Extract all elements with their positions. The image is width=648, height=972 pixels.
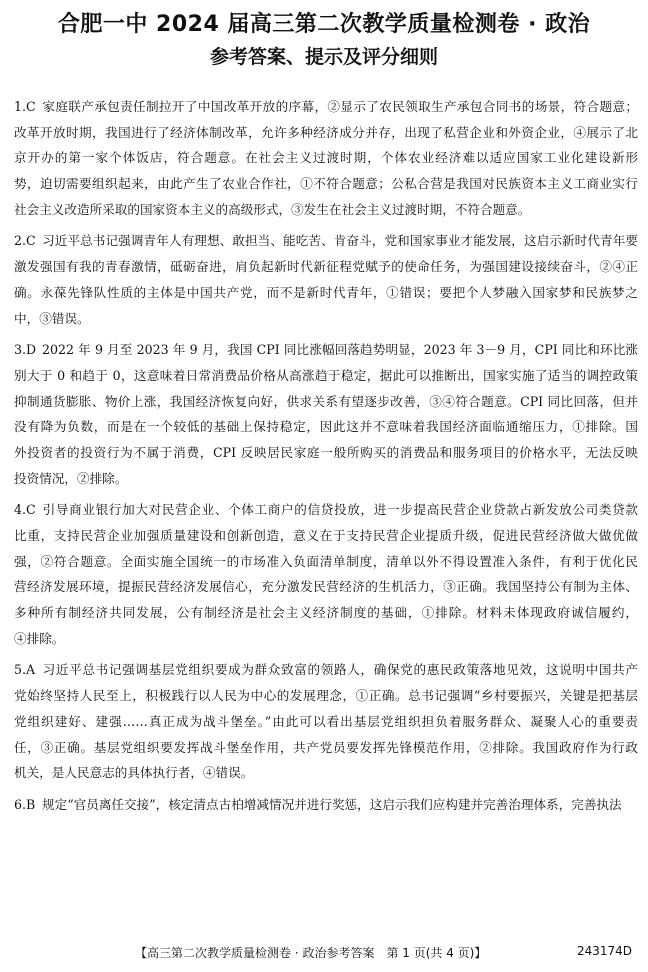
answer-text: 确。永葆先锋队性质的主体是中国共产党，而不是新时代青年，①错误；要把个人梦融入国家梦和民族梦之 [14,284,638,300]
answer-text: 京开办的第一家个体饭店，符合题意。在社会主义过渡时期，个体农业经济难以适应国家工业化建设新形 [14,150,638,166]
answer-item [14,337,638,491]
question-number: 3.D [14,342,37,358]
answer-text: 中，③错误。 [14,310,90,326]
answer-line [14,363,638,389]
answer-text: 外投资者的投资行为不属于消费，CPI 反映居民家庭一般所购买的消费品和服务项目的价格水平，无法反映 [14,444,638,460]
answer-line [14,657,638,683]
answer-text: 规定“官员离任交接”，核定清点古柏增减情况并进行奖惩，这启示我们应构建并完善治理体系，完善执法 [42,796,622,812]
answer-line [14,337,638,363]
page-subtitle: 参考答案、提示及评分细则 [209,46,438,68]
question-number: 1.C [14,99,36,114]
answer-line [14,735,638,761]
answer-line [14,254,638,280]
answer-line [14,145,638,171]
answer-line [14,197,638,223]
answer-line [14,120,638,146]
answer-text: ④排除。 [14,630,65,646]
answer-line [14,523,638,549]
answer-text: 习近平总书记强调青年人有理想、敢担当、能吃苦、肯奋斗，党和国家事业才能发展，这启示新时代青年要 [42,233,638,249]
answer-text: 家庭联产承包责任制拉开了中国改革开放的序幕，②显示了农民领取生产承包合同书的场景，符合题意； [42,99,638,114]
answer-text: 比重，支持民营企业加强质量建设和创新创造，意义在于支持民营企业提质升级，促进民营经济做大做优做 [14,528,638,543]
answer-line [14,280,638,306]
question-number: 5.A [14,662,36,678]
answer-text: 投资情况，②排除。 [14,470,128,486]
answer-line [14,600,638,626]
answer-text: 习近平总书记强调基层党组织要成为群众致富的领路人，确保党的惠民政策落地见效，这说明中国共产 [42,662,638,678]
answer-text: 别大于 0 和趋于 0，这意味着日常消费品价格从高涨趋于稳定，据此可以推断出，国家实施了适当的调控政策 [14,367,638,383]
answer-line [14,466,638,492]
question-number: 4.C [14,502,36,518]
question-number: 2.C [14,233,36,249]
answer-text: 势，迫切需要组织起来，由此产生了农业合作社，①不符合题意；公私合营是我国对民族资本主义工商业实行 [14,176,638,192]
answer-text: 党组织建好、建强……真正成为战斗堡垒。”由此可以看出基层党组织担负着服务群众、凝聚人心的重要责 [14,713,638,729]
answer-text: 任，③正确。基层党组织要发挥战斗堡垒作用，共产党员要发挥先锋模范作用，②排除。我国政府作为行政 [14,739,638,755]
answer-line [14,228,638,254]
answer-list [14,94,638,824]
answer-text: 抑制通货膨胀、物价上涨，我国经济恢复向好，供求关系有望逐步改善，③④符合题意。CPI 同比回落，但并 [14,393,638,409]
question-number: 6.B [14,796,36,812]
answer-text: 激发强国有我的青春激情，砥砺奋进，肩负起新时代新征程党赋予的使命任务，为强国建设接续奋斗，②④正 [14,259,638,275]
answer-line [14,574,638,600]
footer-code: 243174D [576,944,632,958]
answer-line [14,440,638,466]
answer-line [14,389,638,415]
answer-line [14,171,638,197]
answer-line [14,792,638,818]
answer-text: 2022 年 9 月至 2023 年 9 月，我国 CPI 同比涨幅回落趋势明显，2023 年 3－9 月，CPI 同比和环比涨 [42,342,638,358]
answer-line [14,626,638,652]
answer-item [14,497,638,651]
answer-line [14,497,638,523]
answer-item [14,792,638,818]
answer-text: 机关，是人民意志的具体执行者，④错误。 [14,765,254,781]
answer-text: 营经济发展环境，提振民营经济发展信心，充分激发民营经济的生机活力，③正确。我国坚持公有制为主体、 [14,579,638,595]
footer-text: 【高三第二次教学质量检测卷 · 政治参考答案 第 1 页(共 4 页)】 [135,946,487,960]
answer-line [14,683,638,709]
answer-text: 党始终坚持人民至上，积极践行以人民为中心的发展理念，①正确。总书记强调“乡村要振兴，关键是把基层 [14,688,638,704]
answer-line [14,760,638,786]
answer-text: 没有降为负数，而是在一个较低的基础上保持稳定，因此这并不意味着我国经济面临通缩压力，①排除。国 [14,419,638,435]
answer-line [14,549,638,575]
answer-line [14,94,638,120]
answer-text: 多种所有制经济共同发展，公有制经济是社会主义经济制度的基础，①排除。材料未体现政府诚信履约， [14,605,638,621]
answer-line [14,709,638,735]
answer-text: 改革开放时期，我国进行了经济体制改革，允许多种经济成分并存，出现了私营企业和外资企业，④展示了北 [14,124,638,140]
answer-text: 强，②符合题意。全面实施全国统一的市场准入负面清单制度，清单以外不得设置准入条件，有利于优化民 [14,553,638,569]
answer-text: 社会主义改造所采取的国家资本主义的高级形式，③发生在社会主义过渡时期，不符合题意。 [14,201,531,217]
page-header [0,8,648,72]
answer-text: 引导商业银行加大对民营企业、个体工商户的信贷投放，进一步提高民营企业贷款占新发放公司类贷款 [42,502,638,518]
page-title: 合肥一中 2024 届高三第二次教学质量检测卷 · 政治 [57,12,591,37]
answer-line [14,414,638,440]
answer-item [14,228,638,331]
answer-item [14,94,638,222]
answer-line [14,306,638,332]
answer-item [14,657,638,785]
